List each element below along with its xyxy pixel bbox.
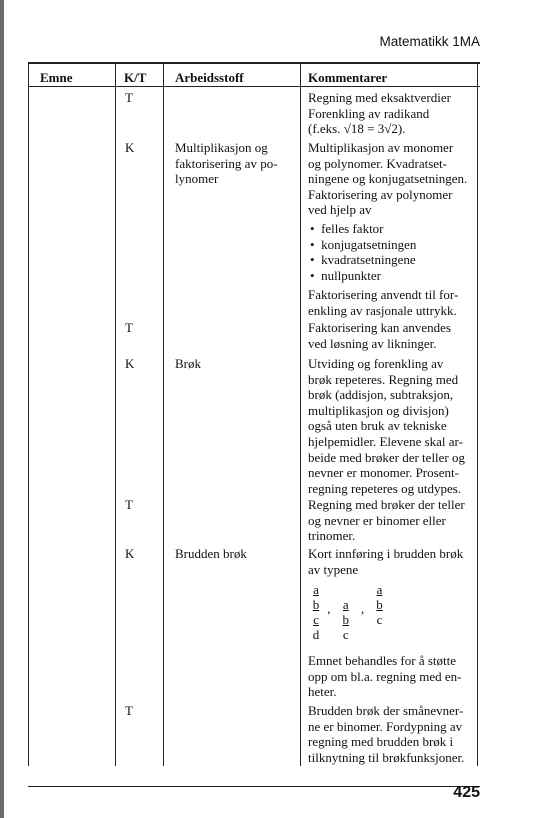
comment-line: av typene: [308, 561, 359, 577]
comment-line: (f.eks. √18 = 3√2).: [308, 121, 406, 137]
col-divider-4: [300, 62, 301, 766]
topic-line: Multiplikasjon og: [175, 140, 268, 155]
row-5-comment: [308, 497, 465, 544]
row-6-comment-after: [308, 653, 461, 700]
comment-line: regning med brudden brøk i: [308, 734, 454, 750]
comment-line: enkling av rasjonale uttrykk.: [308, 302, 457, 318]
comment-line: Regning med eksaktverdier: [308, 90, 451, 105]
header-kommentarer: Kommentarer: [308, 70, 388, 85]
bullet-item: • konjugatsetningen: [310, 236, 417, 252]
page-left-edge: [0, 0, 4, 818]
header-rule: [28, 86, 480, 87]
comment-line: ne er binomer. Fordypning av: [308, 718, 463, 734]
comment-line: tilknytning til brøkfunksjoner.: [308, 749, 465, 765]
row-6-comment: [308, 546, 463, 577]
comment-line: og nevner er binomer eller: [308, 512, 446, 528]
table-top-rule: [28, 62, 480, 64]
row-6-topic: Brudden brøk: [175, 546, 247, 561]
comment-line: Forenkling av radikand: [308, 105, 430, 121]
row-3-comment: [308, 320, 451, 351]
comment-line: Faktorisering av polynomer: [308, 186, 453, 202]
row-4-topic: Brøk: [175, 356, 201, 371]
col-divider-5: [477, 62, 478, 766]
topic-line: lynomer: [175, 171, 219, 187]
row-4-kt: K: [125, 356, 135, 371]
topic-line: faktorisering av po-: [175, 155, 278, 171]
row-4-comment: [308, 356, 465, 496]
comment-line: også uten bruk av tekniske: [308, 418, 447, 434]
comment-line: Brudden brøk der smånevner-: [308, 703, 464, 718]
comment-line: ningene og konjugatsetningen.: [308, 171, 468, 187]
comment-line: brøk repeteres. Regning med: [308, 371, 459, 387]
col-divider-1: [28, 62, 29, 766]
row-2-kt: K: [125, 140, 135, 155]
bullet-item: • kvadratsetningene: [310, 252, 416, 268]
compound-fraction-1: a b c d: [312, 582, 320, 642]
row-7-comment: [308, 703, 464, 765]
header-emne: Emne: [40, 70, 73, 85]
comment-line: Utviding og forenkling av: [308, 356, 444, 371]
compound-fraction-2: a b c: [342, 597, 349, 642]
bullet-list: [308, 221, 467, 283]
comment-line: regning repeteres og utdypes.: [308, 480, 462, 496]
comment-line: brøk (addisjon, subtraksjon,: [308, 387, 454, 403]
bullet-item: • felles faktor: [310, 220, 384, 236]
comment-line: ved løsning av likninger.: [308, 335, 437, 351]
running-title: Matematikk 1MA: [379, 34, 480, 49]
row-5-kt: T: [125, 497, 133, 512]
comment-line: hjelpemidler. Elevene skal ar-: [308, 433, 463, 449]
comment-line: Faktorisering anvendt til for-: [308, 287, 459, 303]
comment-line: trinomer.: [308, 528, 356, 544]
compound-fraction-3: a b c: [376, 582, 383, 627]
comment-line: opp om bl.a. regning med en-: [308, 668, 462, 684]
row-6-kt: K: [125, 546, 135, 561]
comment-line: beide med brøker der teller og: [308, 449, 466, 465]
col-divider-3: [163, 62, 164, 766]
col-divider-2: [115, 62, 116, 766]
row-3-kt: T: [125, 320, 133, 335]
comment-line: Faktorisering kan anvendes: [308, 320, 451, 335]
comment-line: Emnet behandles for å støtte: [308, 653, 457, 668]
table-bottom-rule: [28, 786, 480, 787]
page-number: 425: [453, 784, 480, 801]
comment-line: Regning med brøker der teller: [308, 497, 465, 512]
comment-line: Kort innføring i brudden brøk: [308, 546, 464, 561]
comment-line: ved hjelp av: [308, 202, 372, 218]
row-1-comment: [308, 90, 451, 137]
comment-line: Multiplikasjon av monomer: [308, 140, 454, 155]
row-7-kt: T: [125, 703, 133, 718]
comment-line: og polynomer. Kvadratset-: [308, 155, 447, 171]
header-kt: K/T: [124, 70, 147, 85]
comment-line: multiplikasjon og divisjon): [308, 402, 449, 418]
header-arbeidsstoff: Arbeidsstoff: [175, 70, 244, 85]
fraction-examples: a b c d , a b c , a b c: [308, 582, 428, 642]
comment-line: nevner er monomer. Prosent-: [308, 465, 459, 481]
row-1-kt: T: [125, 90, 133, 105]
row-2-comment: [308, 140, 467, 319]
bullet-item: • nullpunkter: [310, 267, 381, 283]
row-2-topic: [175, 140, 278, 187]
comment-line: heter.: [308, 684, 337, 700]
